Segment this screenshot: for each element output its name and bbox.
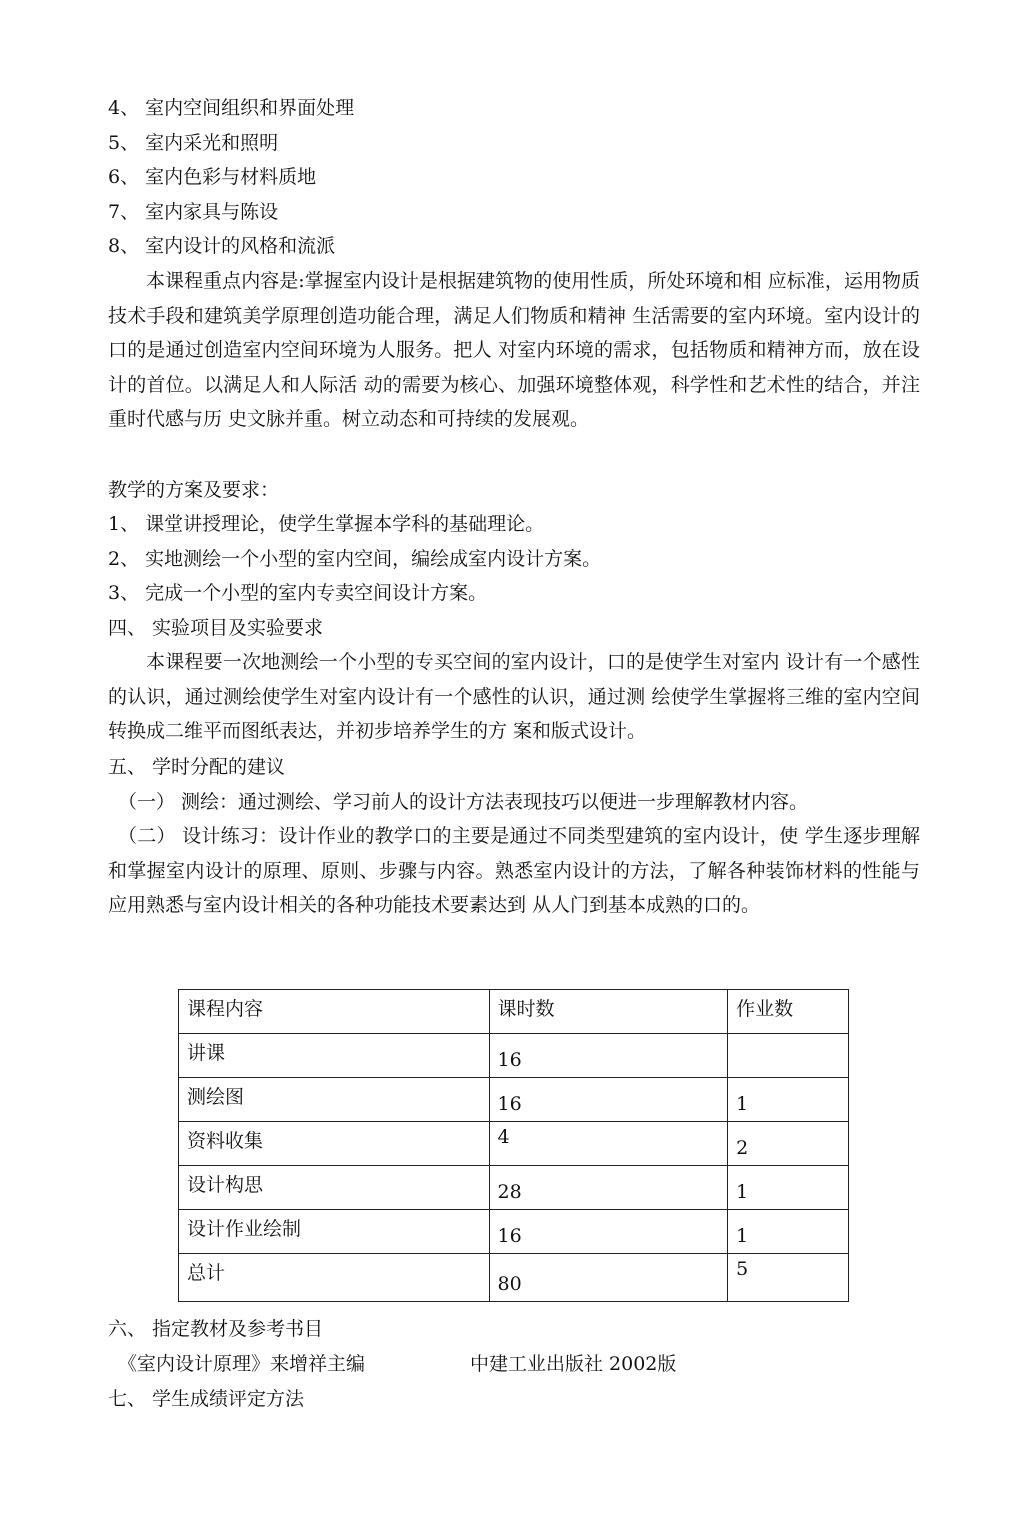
plan-item-2: 2、 实地测绘一个小型的室内空间，编绘成室内设计方案。 bbox=[108, 548, 602, 570]
plan-item-1: 1、 课堂讲授理论，使学生掌握本学科的基础理论。 bbox=[108, 513, 545, 535]
section5-item-2: （二） 设计练习：设计作业的教学口的主要是通过不同类型建筑的室内设计，使 学生逐步理解和掌握室内设计的原理、原则、步骤与内容。熟悉室内设计的方法，了解各种装饰材料的性能与应用熟悉与室内设计相关的各种功能技术要素达到 从人门到基本成熟的口的。 bbox=[108, 825, 920, 916]
section4-paragraph: 本课程要一次地测绘一个小型的专买空间的室内设计，口的是使学生对室内 设计有一个感性的认识，通过测绘使学生对室内设计有一个感性的认识，通过测 绘使学生掌握将三维的室内空间转换成二维平而图纸表达，并初步培养学生的方 案和版式设计。 bbox=[108, 651, 920, 742]
table-row bbox=[179, 1034, 849, 1078]
table-cell: 设计构思 bbox=[179, 1166, 490, 1210]
table-row bbox=[179, 1210, 849, 1254]
topic-7: 7、 室内家具与陈设 bbox=[108, 201, 279, 223]
table-cell: 2 bbox=[728, 1122, 849, 1166]
table-cell: 4 bbox=[489, 1122, 728, 1166]
section4-heading: 四、 实验项目及实验要求 bbox=[108, 617, 324, 639]
table-row bbox=[179, 1078, 849, 1122]
topic-5: 5、 室内采光和照明 bbox=[108, 132, 279, 154]
hours-table bbox=[178, 989, 849, 1302]
table-cell: 资料收集 bbox=[179, 1122, 490, 1166]
table-cell: 总计 bbox=[179, 1254, 490, 1302]
table-header-cell: 课时数 bbox=[489, 990, 728, 1034]
topic-6: 6、 室内色彩与材料质地 bbox=[108, 166, 317, 188]
table-row bbox=[179, 1122, 849, 1166]
section5-item-1: （一） 测绘：通过测绘、学习前人的设计方法表现技巧以便进一步理解教材内容。 bbox=[118, 791, 809, 813]
table-cell: 1 bbox=[728, 1166, 849, 1210]
topic-8: 8、 室内设计的风格和流派 bbox=[108, 235, 336, 257]
table-cell: 80 bbox=[489, 1254, 728, 1302]
table-cell: 1 bbox=[728, 1078, 849, 1122]
table-header-row bbox=[179, 990, 849, 1034]
section7-heading: 七、 学生成绩评定方法 bbox=[108, 1388, 305, 1410]
table-row bbox=[179, 1166, 849, 1210]
topic-4: 4、 室内空间组织和界面处理 bbox=[108, 97, 355, 119]
table-cell: 1 bbox=[728, 1210, 849, 1254]
table-header-cell: 作业数 bbox=[728, 990, 849, 1034]
plan-heading: 教学的方案及要求： bbox=[108, 479, 280, 501]
table-cell: 测绘图 bbox=[179, 1078, 490, 1122]
table-cell bbox=[728, 1034, 849, 1078]
table-cell: 设计作业绘制 bbox=[179, 1210, 490, 1254]
table-cell: 讲课 bbox=[179, 1034, 490, 1078]
plan-item-3: 3、 完成一个小型的室内专卖空间设计方案。 bbox=[108, 582, 488, 604]
table-cell: 16 bbox=[489, 1034, 728, 1078]
table-cell: 16 bbox=[489, 1210, 728, 1254]
table-cell: 5 bbox=[728, 1254, 849, 1302]
section6-heading: 六、 指定教材及参考书目 bbox=[108, 1318, 324, 1340]
table-row bbox=[179, 1254, 849, 1302]
table-header-cell: 课程内容 bbox=[179, 990, 490, 1034]
section5-heading: 五、 学时分配的建议 bbox=[108, 756, 286, 778]
reference-title: 《室内设计原理》来增祥主编 bbox=[118, 1353, 366, 1375]
reference-publisher: 中建工业出版社 2002版 bbox=[470, 1353, 677, 1375]
table-cell: 28 bbox=[489, 1166, 728, 1210]
focus-paragraph: 本课程重点内容是:掌握室内设计是根据建筑物的使用性质，所处环境和相 应标准，运用物质技术手段和建筑美学原理创造功能合理，满足人们物质和精神 生活需要的室内环境。室内设计的口的是通过创造室内空间环境为人服务。把人 对室内环境的需求，包括物质和精神方而，放在设计的首位。以满足人和人际活 动的需要为核心、加强环境整体观，科学性和艺术性的结合，并注重时代感与历 史文脉并重。树立动态和可持续的发展观。 bbox=[108, 270, 920, 430]
table-cell: 16 bbox=[489, 1078, 728, 1122]
